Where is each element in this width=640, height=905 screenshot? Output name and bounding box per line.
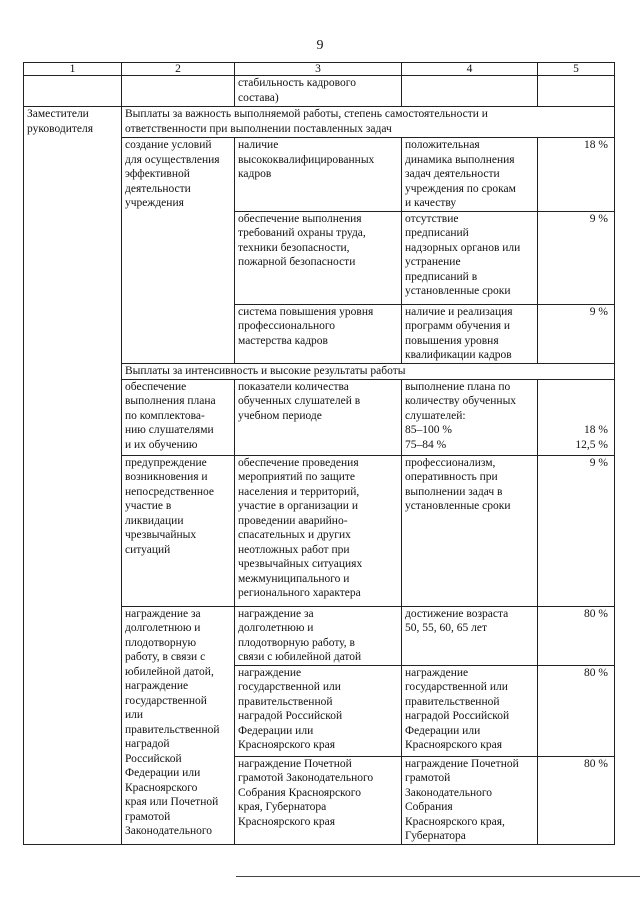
column-number: 2: [122, 63, 235, 76]
column-number: 3: [235, 63, 402, 76]
criterion-cell: обеспечение выполнения требований охраны труда, техники безопасности, пожарной безопасности: [235, 211, 402, 304]
condition-cell: обеспечение выполнения плана по комплектова- нию слушателями и их обучению: [122, 379, 235, 455]
column-number: 4: [402, 63, 538, 76]
percent-cell: 80 %: [538, 665, 615, 756]
payments-table: [23, 62, 615, 845]
percent-cell: 80 %: [538, 756, 615, 844]
condition-cell: награждение за долголетнюю и плодотворную работу, в связи с юбилейной датой, награждение государственной или правительственной наградой Российской Федерации или Красноярского края или Почетной грамотой Законодательного: [122, 606, 235, 844]
percent-cell: 18 %: [538, 138, 615, 212]
condition-cell: предупреждение возникновения и непосредственное участие в ликвидации чрезвычайных ситуаций: [122, 455, 235, 606]
indicator-cell: профессионализм, оперативность при выполнении задач в установленные сроки: [402, 455, 538, 606]
criterion-cell: обеспечение проведения мероприятий по защите населения и территорий, участие в организации и проведении аварийно- спасательных и других неотложных работ при чрезвычайных ситуациях межмуниципального и регионального характера: [235, 455, 402, 606]
criterion-cell: награждение государственной или правительственной наградой Российской Федерации или Красноярского края: [235, 665, 402, 756]
empty-cell: [402, 76, 538, 107]
percent-cell: 9 %: [538, 304, 615, 363]
section-title-row: [24, 107, 615, 138]
criterion-cell: система повышения уровня профессионального мастерства кадров: [235, 304, 402, 363]
indicator-cell: наличие и реализация программ обучения и повышения уровня квалификации кадров: [402, 304, 538, 363]
condition-cell: создание условий для осуществления эффективной деятельности учреждения: [122, 138, 235, 364]
percent-cell: 9 %: [538, 211, 615, 304]
empty-cell: [24, 76, 122, 107]
bottom-rule: [236, 876, 640, 877]
indicator-cell: достижение возраста 50, 55, 60, 65 лет: [402, 606, 538, 665]
criterion-cell: стабильность кадрового состава): [235, 76, 402, 107]
empty-cell: [122, 76, 235, 107]
table-row: [24, 76, 615, 107]
empty-cell: [538, 76, 615, 107]
section-title: Выплаты за интенсивность и высокие результаты работы: [122, 363, 615, 379]
section-title: Выплаты за важность выполняемой работы, степень самостоятельности и ответственности при выполнении поставленных задач: [122, 107, 615, 138]
indicator-cell: положительная динамика выполнения задач деятельности учреждения по срокам и качеству: [402, 138, 538, 212]
position-cell: Заместители руководителя: [24, 107, 122, 845]
column-number: 1: [24, 63, 122, 76]
criterion-cell: награждение за долголетнюю и плодотворную работу, в связи с юбилейной датой: [235, 606, 402, 665]
percent-cell: 9 %: [538, 455, 615, 606]
criterion-cell: показатели количества обученных слушателей в учебном периоде: [235, 379, 402, 455]
indicator-cell: награждение государственной или правительственной наградой Российской Федерации или Красноярского края: [402, 665, 538, 756]
indicator-cell: выполнение плана по количеству обученных слушателей: 85–100 % 75–84 %: [402, 379, 538, 455]
criterion-cell: награждение Почетной грамотой Законодательного Собрания Красноярского края, Губернатора Красноярского края: [235, 756, 402, 844]
page-number: 9: [316, 38, 324, 53]
column-number-row: [24, 63, 615, 76]
percent-cell: 80 %: [538, 606, 615, 665]
percent-cell: 18 % 12,5 %: [538, 379, 615, 455]
indicator-cell: награждение Почетной грамотой Законодательного Собрания Красноярского края, Губернатора: [402, 756, 538, 844]
indicator-cell: отсутствие предписаний надзорных органов или устранение предписаний в установленные сроки: [402, 211, 538, 304]
column-number: 5: [538, 63, 615, 76]
criterion-cell: наличие высококвалифицированных кадров: [235, 138, 402, 212]
